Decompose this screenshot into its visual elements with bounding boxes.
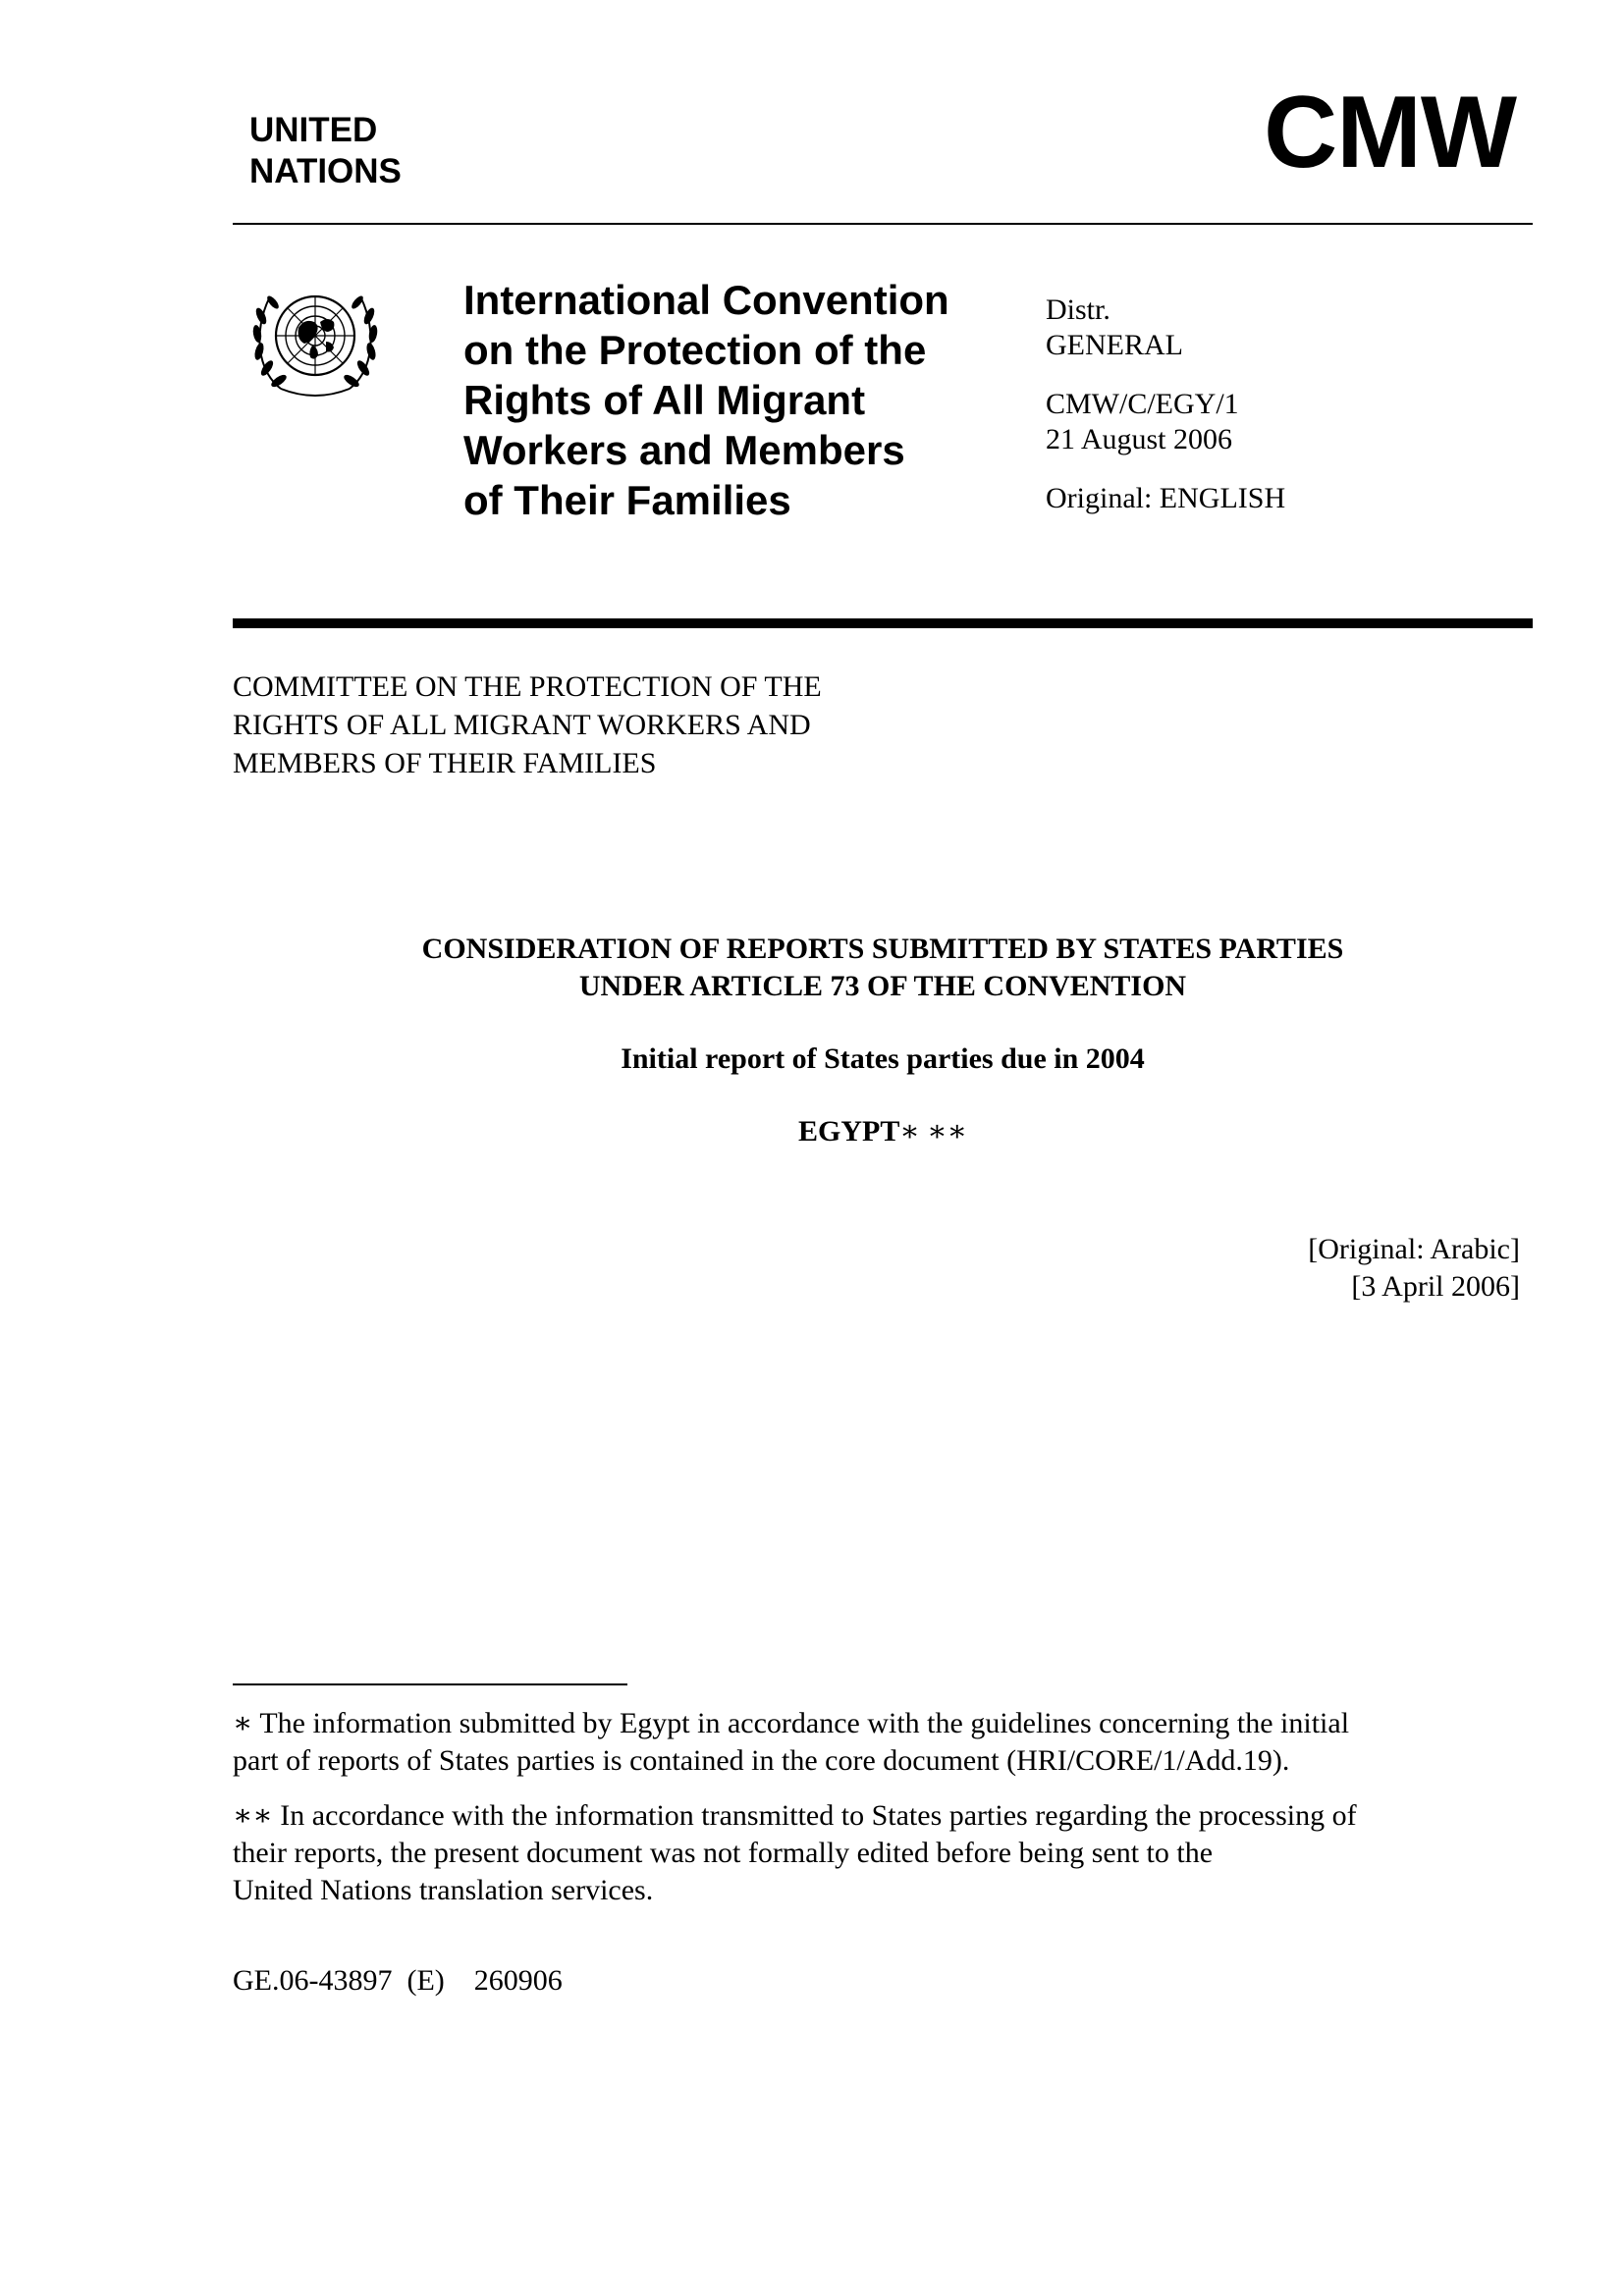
organization-line-1: UNITED	[249, 111, 378, 149]
header-thick-rule	[233, 618, 1533, 628]
footnote-line: ∗∗ In accordance with the information transmitted to States parties regarding the processing of	[233, 1799, 1357, 1832]
document-date: 21 August 2006	[1046, 423, 1233, 455]
title-line: on the Protection of the	[463, 327, 927, 373]
title-line: Workers and Members	[463, 427, 905, 473]
footnote-line: their reports, the present document was not formally edited before being sent to the	[233, 1837, 1214, 1869]
original-language: Original: ENGLISH	[1046, 482, 1286, 514]
title-line: of Their Families	[463, 477, 791, 523]
document-series-symbol: CMW	[1264, 76, 1516, 189]
title-line: International Convention	[463, 277, 949, 323]
distribution-type: GENERAL	[1046, 329, 1183, 361]
committee-line: RIGHTS OF ALL MIGRANT WORKERS AND	[233, 709, 811, 741]
header-rule	[233, 223, 1533, 225]
main-heading-line-1: CONSIDERATION OF REPORTS SUBMITTED BY STATES PARTIES	[421, 933, 1344, 965]
main-heading	[233, 931, 1533, 1005]
organization-name	[249, 110, 402, 192]
un-emblem-icon	[247, 273, 383, 410]
footnote-2	[233, 1797, 1539, 1909]
report-subheading-text: Initial report of States parties due in 2004	[621, 1042, 1145, 1075]
job-code: GE.06-43897 (E) 260906	[233, 1964, 563, 1997]
footnote-markers: ∗ ∗∗	[899, 1115, 968, 1148]
committee-line: COMMITTEE ON THE PROTECTION OF THE	[233, 670, 822, 703]
country-heading	[233, 1113, 1533, 1150]
original-date-note: [3 April 2006]	[1351, 1270, 1520, 1303]
committee-name	[233, 667, 822, 782]
original-language-note: [Original: Arabic]	[1308, 1233, 1520, 1265]
organization-line-2: NATIONS	[249, 152, 402, 190]
footnotes	[233, 1705, 1539, 1927]
distribution-label: Distr.	[1046, 294, 1110, 326]
footnote-line: United Nations translation services.	[233, 1874, 654, 1906]
report-subheading	[233, 1041, 1533, 1078]
committee-line: MEMBERS OF THEIR FAMILIES	[233, 747, 657, 779]
distribution-block	[1046, 293, 1285, 516]
main-heading-line-2: UNDER ARTICLE 73 OF THE CONVENTION	[578, 970, 1187, 1002]
footnote-1	[233, 1705, 1539, 1780]
original-note	[1308, 1231, 1520, 1306]
document-symbol: CMW/C/EGY/1	[1046, 388, 1239, 420]
footnote-separator	[233, 1683, 627, 1685]
convention-title	[463, 275, 994, 525]
country-name: EGYPT	[797, 1115, 900, 1148]
footnote-line: ∗ The information submitted by Egypt in accordance with the guidelines concerning the initial	[233, 1707, 1350, 1739]
footnote-line: part of reports of States parties is contained in the core document (HRI/CORE/1/Add.19).	[233, 1744, 1290, 1777]
title-line: Rights of All Migrant	[463, 377, 866, 423]
